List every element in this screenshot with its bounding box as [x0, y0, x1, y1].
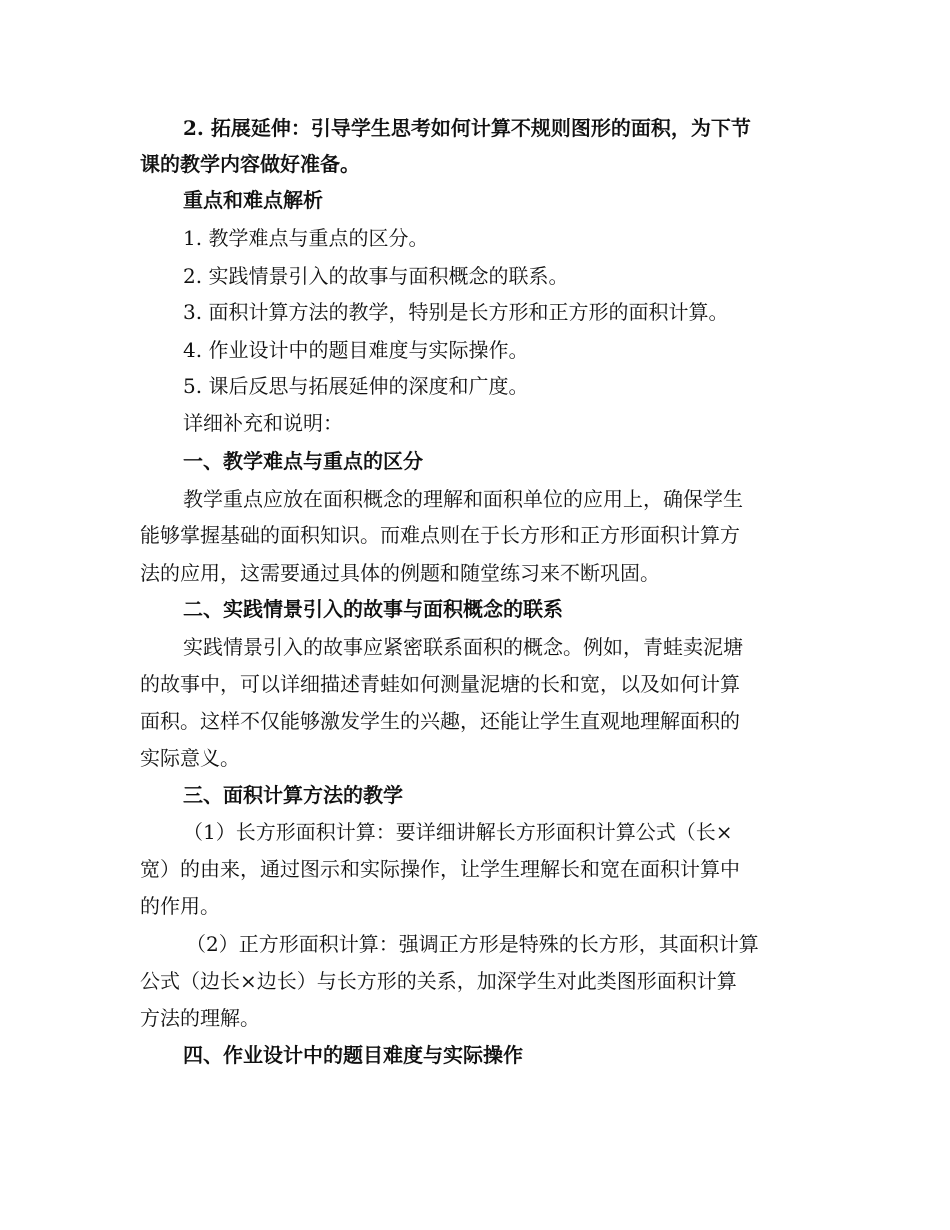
section-heading: 一、教学难点与重点的区分: [183, 449, 423, 473]
body-line: 面积。这样不仅能够激发学生的兴趣，还能让学生直观地理解面积的: [140, 709, 740, 733]
intro-line-1: 2. 拓展延伸：引导学生思考如何计算不规则图形的面积，为下节: [183, 116, 751, 140]
body-line: 实践情景引入的故事应紧密联系面积的概念。例如，青蛙卖泥塘: [183, 635, 743, 659]
section-heading: 四、作业设计中的题目难度与实际操作: [183, 1043, 523, 1067]
body-line: 公式（边长×边长）与长方形的关系，加深学生对此类图形面积计算: [140, 969, 737, 993]
body-line: 实际意义。: [140, 746, 240, 770]
key-points-heading: 重点和难点解析: [183, 188, 323, 212]
section-heading: 三、面积计算方法的教学: [183, 783, 403, 807]
body-line: 的作用。: [140, 894, 220, 918]
key-point-item: 4. 作业设计中的题目难度与实际操作。: [183, 338, 529, 362]
body-line: （2）正方形面积计算：强调正方形是特殊的长方形，其面积计算: [186, 932, 759, 956]
intro-line-2: 课的教学内容做好准备。: [140, 152, 360, 176]
key-point-item: 2. 实践情景引入的故事与面积概念的联系。: [183, 264, 569, 288]
key-point-item: 1. 教学难点与重点的区分。: [183, 226, 429, 250]
body-line: （1）长方形面积计算：要详细讲解长方形面积计算公式（长×: [183, 820, 733, 844]
body-line: 教学重点应放在面积概念的理解和面积单位的应用上，确保学生: [183, 487, 743, 511]
key-point-item: 3. 面积计算方法的教学，特别是长方形和正方形的面积计算。: [183, 300, 729, 324]
key-point-item: 5. 课后反思与拓展延伸的深度和广度。: [183, 374, 529, 398]
body-line: 的故事中，可以详细描述青蛙如何测量泥塘的长和宽，以及如何计算: [140, 672, 740, 696]
body-line: 方法的理解。: [140, 1006, 260, 1030]
body-line: 法的应用，这需要通过具体的例题和随堂练习来不断巩固。: [140, 561, 660, 585]
body-line: 能够掌握基础的面积知识。而难点则在于长方形和正方形面积计算方: [140, 523, 740, 547]
supplement-label: 详细补充和说明：: [183, 411, 343, 435]
body-line: 宽）的由来，通过图示和实际操作，让学生理解长和宽在面积计算中: [140, 857, 740, 881]
section-heading: 二、实践情景引入的故事与面积概念的联系: [183, 597, 563, 621]
